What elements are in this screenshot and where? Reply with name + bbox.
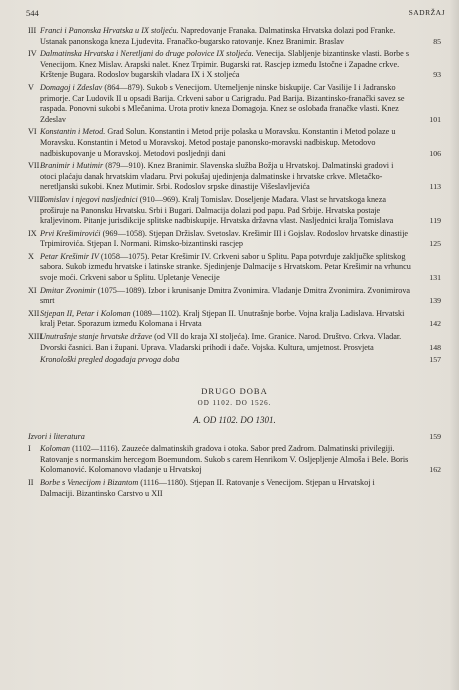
chapter-page: 106 — [429, 148, 441, 158]
toc-entry-xii — [28, 309, 441, 330]
chapter-title: Prvi Krešimirovići — [40, 228, 101, 238]
chapter-summary: (910—969). Kralj Tomislav. Doseljenje Mađara. Vlast se hrvatskoga kneza proširuje na Panonsku Hrvatsku. Srbi i Bugari. Dalmacija dolazi pod papu. Pad Srbije. Hrvatska postaje kraljevinom. Pitanje jurisdikcije splitske nadbiskupije. Hrvatska državna vlast. Nasljednici kralja Tomislava — [40, 194, 394, 226]
chapter-title: Konstantin i Metod. — [40, 127, 106, 137]
page-header — [26, 8, 445, 24]
chapter-number: XIII — [28, 332, 43, 342]
chapter-number: VIII — [28, 194, 43, 204]
table-of-contents — [28, 26, 441, 501]
chapter-number: XI — [28, 285, 37, 295]
sources-title: Izvori i literatura — [28, 431, 85, 441]
chapter-summary: (1075—1089). Izbor i krunisanje Dmitra Zvonimira. Vladanje Dmitra Zvonimira. Zvonimirova smrt — [40, 285, 411, 306]
chapter-title: Branimir i Mutimir — [40, 161, 104, 171]
chapter-summary: Grad Solun. Konstantin i Metod prije polaska u Moravsku. Konstantin i Metod polaze u Moravsku. Konstantin i Metod u Moravskoj. Metod postaje panonsko-moravski nadbiskup. Metodovo nadbiskupovanje u Moravskoj. Metodovi posljednji dani — [40, 127, 396, 158]
page-number: 544 — [26, 8, 39, 18]
section-title: DRUGO DOBA — [201, 385, 268, 396]
chapter-summary: (879—910). Knez Branimir. Slavenska služba Božja u Hrvatskoj. Dalmatinski gradovi i otoci plaćaju danak hrvatskim vladaru. Prvi pokušaj ujedinjenja dalmatinske i hrvatske crkve. Mletačko-neretljanski sukobi. Knez Mutimir. Srbi. Rodoslov srpske dinastije Višeslavljevića — [40, 161, 394, 192]
chapter-number: V — [28, 82, 34, 92]
toc-entry-viii — [28, 195, 441, 227]
chapter-title: Tomislav i njegovi nasljednici — [40, 194, 138, 204]
chapter-page: 113 — [429, 182, 441, 192]
section-subtitle: OD 1102. DO 1526. — [197, 399, 272, 408]
chapter-title: Stjepan II, Petar i Koloman — [40, 308, 131, 318]
chapter-page: 93 — [433, 70, 441, 80]
chapter-page: 142 — [429, 319, 441, 329]
chapter-page: 131 — [429, 273, 441, 283]
toc-entry-v — [28, 83, 441, 125]
toc-entry-xi — [28, 286, 441, 307]
chapter-number: VII — [28, 161, 40, 171]
chapter-page: 148 — [429, 342, 441, 352]
toc-entry-iii — [28, 26, 441, 47]
chapter-page: 139 — [429, 296, 441, 306]
toc-entry-chronology — [28, 355, 441, 366]
page-edge-shadow — [449, 0, 459, 690]
chapter-title: Dalmatinska Hrvatska i Neretljani do druge polovice IX stoljeća. — [40, 49, 254, 59]
toc-entry-xiii — [28, 332, 441, 353]
toc-entry-i — [28, 444, 441, 476]
chapter-title: Franci i Panonska Hrvatska u IX stoljeću. — [40, 26, 179, 35]
sources-page: 159 — [429, 431, 441, 441]
chapter-summary: (864—879). Sukob s Venecijom. Utemeljenje ninske biskupije. Car Vasilije I i Jadransko primorje. Car Ludovik II u opsadi Barija. Crkveni sabor u Carigradu. Pad Barija. Bizantinsko-franački savez se raspada. Ponovni sukobi s Mlečanima. Urota protiv kneza Domagoja. Knez se oslobađa franačke vlasti. Knez Zdeslav — [40, 82, 405, 124]
chapter-title: Domagoj i Zdeslav — [40, 82, 103, 92]
chapter-page: 162 — [429, 465, 441, 475]
chapter-page: 119 — [429, 216, 441, 226]
chapter-summary: Venecija. Slabljenje bizantinske vlasti. Borbe s Venecijom. Knez Mislav. Arapski nalet. Knez Trpimir. Bugarski rat. Rascjep između Istočne i Zapadne crkve. Krštenje Bugara. Rodoslov bugarskih vladara IX i X stoljeća — [40, 49, 410, 80]
chapter-title: Dmitar Zvonimir — [40, 285, 96, 295]
chapter-number: VI — [28, 127, 37, 137]
chapter-title: Borbe s Venecijom i Bizantom — [40, 477, 139, 487]
chapter-summary: (1058—1075). Petar Krešimir IV. Crkveni sabor u Splitu. Papa potvrđuje zaključke splitskog sabora. Sukob između hrvatske i latinske stranke. Sjedinjenje Dalmacije s Hrvatskom. Petar Krešimir na vrhuncu svoje moći. Crkveni sabor u Splitu. Upletanje Venecije — [40, 251, 411, 283]
chapter-page: 85 — [433, 36, 441, 46]
chapter-page: 125 — [429, 239, 441, 249]
chapter-title: Unutrašnje stanje hrvatske države — [40, 332, 153, 342]
chapter-summary: (1089—1102). Kralj Stjepan II. Unutrašnje borbe. Vojna kralja Ladislava. Hrvatski kralj Petar. Sporazum između Kolomana i Hrvata — [40, 308, 405, 329]
chapter-number: II — [28, 477, 34, 487]
chapter-number: III — [28, 26, 37, 35]
chapter-summary: (od VII do kraja XI stoljeća). Ime. Granice. Narod. Društvo. Crkva. Vladar. Dvorski časnici. Ban i župani. Uprava. Vladarski prihodi i dače. Vojska. Kultura, umjetnost. Prosvjeta — [40, 332, 402, 352]
chronology-title: Kronološki pregled događaja prvoga doba — [40, 355, 180, 365]
section-part-title: A. OD 1102. DO 1301. — [193, 415, 276, 425]
chapter-number: IX — [28, 228, 37, 238]
toc-entry-ix — [28, 229, 441, 250]
toc-entry-sources — [28, 432, 441, 443]
running-title: SADRŽAJ — [408, 8, 445, 17]
chapter-summary: (969—1058). Stjepan Držislav. Svetoslav. Krešimir III i Gojslav. Rodoslov hrvatske dinastije Trpimirovića. Stjepan I. Normani. Rimsko-bizantinski rascjep — [40, 228, 408, 249]
toc-entry-vii — [28, 161, 441, 193]
toc-entry-iv — [28, 49, 441, 81]
chapter-summary: (1116—1180). Stjepan II. Ratovanje s Venecijom. Stjepan u Hrvatskoj i Dalmaciji. Bizantinsko Carstvo u XII — [40, 477, 375, 498]
chronology-page: 157 — [429, 355, 441, 365]
chapter-summary: Napredovanje Franaka. Dalmatinska Hrvatska dolazi pod Franke. Ustanak panonskoga kneza Ljudevita. Franačko-bugarsko ratovanje. Knez Branimir. Braslav — [40, 26, 396, 46]
chapter-number: X — [28, 251, 34, 261]
chapter-summary: (1102—1116). Zauzeće dalmatinskih gradova i otoka. Sabor pred Zadrom. Dalmatinski privilegiji. Ratovanje s normanskim hercegom Boemundom. Sukob s carem Henrikom V. Osljepljenje Almoša i Bele. Boris Kolomanović. Kolomanovo vladanje u Hrvatskoj — [40, 444, 409, 475]
chapter-title: Koloman — [40, 444, 71, 454]
chapter-page: 101 — [429, 114, 441, 124]
chapter-number: I — [28, 444, 31, 454]
toc-entry-x — [28, 252, 441, 284]
chapter-number: IV — [28, 49, 37, 59]
toc-entry-vi — [28, 127, 441, 159]
chapter-number: XII — [28, 308, 40, 318]
toc-entry-ii — [28, 478, 441, 499]
chapter-title: Petar Krešimir IV — [40, 251, 99, 261]
